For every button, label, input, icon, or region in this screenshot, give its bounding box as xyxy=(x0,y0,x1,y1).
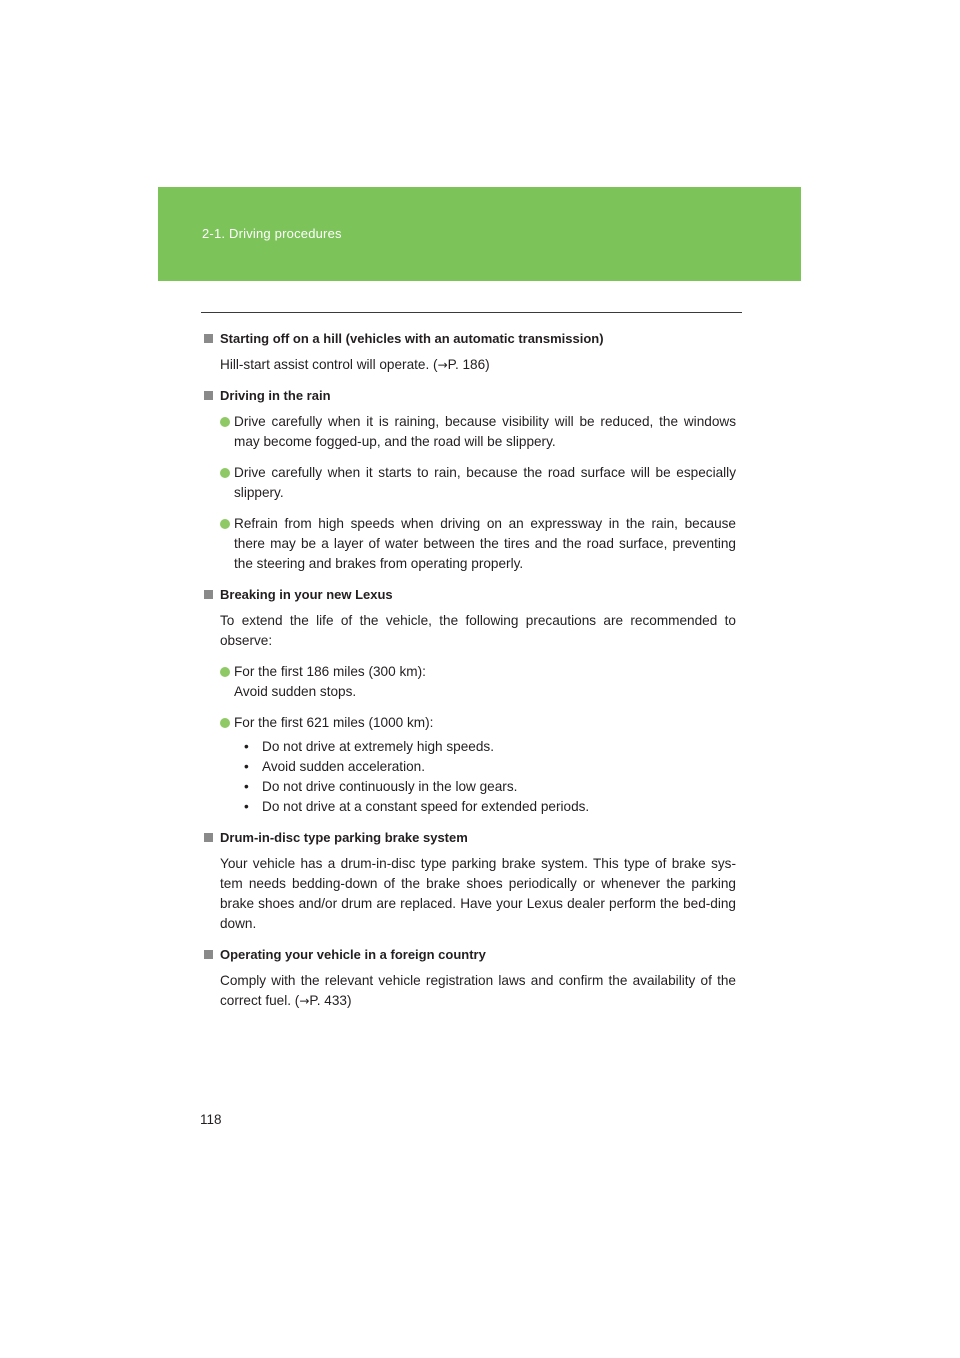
list-item: For the first 621 miles (1000 km): • Do not drive at extremely high speeds. • Avoid sudden acceleration. • Do not drive continuously in the low gears. • Do not drive at a constant speed for extended periods. xyxy=(220,713,736,817)
divider-rule xyxy=(201,312,742,313)
section-heading: Breaking in your new Lexus xyxy=(203,585,736,605)
sub-list-item: • Do not drive continuously in the low gears. xyxy=(244,777,736,797)
section-header-band xyxy=(158,187,801,281)
paragraph: Comply with the relevant vehicle registration laws and confirm the availability of the correct fuel. (→P. 433) xyxy=(220,973,736,1008)
sub-list xyxy=(234,737,736,817)
list-item: For the first 186 miles (300 km): Avoid sudden stops. xyxy=(220,662,736,702)
paragraph: To extend the life of the vehicle, the following precautions are recommended to observe: xyxy=(220,613,736,648)
square-marker-icon xyxy=(204,590,213,599)
bullet-dot-icon xyxy=(220,718,230,728)
sub-list-item: • Do not drive at a constant speed for extended periods. xyxy=(244,797,736,817)
section-title: 2-1. Driving procedures xyxy=(202,226,342,241)
square-marker-icon xyxy=(204,950,213,959)
paragraph: Your vehicle has a drum-in-disc type parking brake system. This type of brake sys-tem needs bedding-down of the brake shoes periodically or whenever the parking brake shoes and/or drum are replaced. Have your Lexus dealer perform the bed-ding down. xyxy=(220,856,736,931)
square-marker-icon xyxy=(204,334,213,343)
bullet-dot-icon xyxy=(220,519,230,529)
bullet-dot-icon xyxy=(220,417,230,427)
square-marker-icon xyxy=(204,391,213,400)
arrow-right-icon: → xyxy=(437,358,448,372)
section-heading: Drum-in-disc type parking brake system xyxy=(203,828,736,848)
list-item: Drive carefully when it is raining, because visibility will be reduced, the windows may become fogged-up, and the road will be slippery. xyxy=(220,412,736,452)
arrow-right-icon: → xyxy=(299,994,310,1008)
paragraph: Hill-start assist control will operate. (→P. 186) xyxy=(220,357,490,372)
page-reference[interactable]: P. 433) xyxy=(309,993,352,1008)
bullet-dot-icon xyxy=(220,468,230,478)
list-item: Drive carefully when it starts to rain, because the road surface will be especially slippery. xyxy=(220,463,736,503)
sub-list-item: • Avoid sudden acceleration. xyxy=(244,757,736,777)
page-number: 118 xyxy=(200,1112,222,1127)
bullet-dot-icon xyxy=(220,667,230,677)
list-item: Refrain from high speeds when driving on an expressway in the rain, because there may be a layer of water between the tires and the road surface, preventing the steering and brakes from operating properly. xyxy=(220,514,736,574)
section-heading: Driving in the rain xyxy=(203,386,736,406)
page-content xyxy=(203,329,736,1022)
section-heading: Starting off on a hill (vehicles with an automatic transmission) xyxy=(203,329,736,349)
page-reference[interactable]: P. 186) xyxy=(447,357,490,372)
sub-list-item: • Do not drive at extremely high speeds. xyxy=(244,737,736,757)
square-marker-icon xyxy=(204,833,213,842)
section-heading: Operating your vehicle in a foreign country xyxy=(203,945,736,965)
